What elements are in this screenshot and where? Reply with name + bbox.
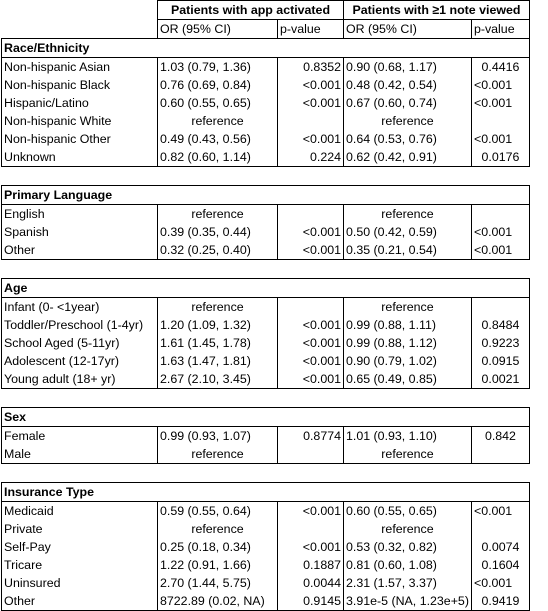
table-row xyxy=(2,94,530,112)
or-cell-note: 0.99 (0.88, 1.12) xyxy=(344,334,472,352)
group-header-app-activated: Patients with app activated xyxy=(158,1,344,20)
p-cell-note: <0.001 xyxy=(471,130,529,148)
section-title: Sex xyxy=(2,408,530,427)
or-cell-note: 0.53 (0.32, 0.82) xyxy=(344,538,472,556)
section-title: Race/Ethnicity xyxy=(2,39,530,58)
or-cell-app: 1.22 (0.91, 1.66) xyxy=(158,556,278,574)
or-cell-note: reference xyxy=(344,298,472,317)
table-row xyxy=(2,427,530,446)
row-label: Unknown xyxy=(2,148,158,167)
or-cell-app: 0.25 (0.18, 0.34) xyxy=(158,538,278,556)
or-cell-note: 0.62 (0.42, 0.91) xyxy=(344,148,472,167)
p-header-2: p-value xyxy=(471,20,529,39)
spacer-cell xyxy=(2,260,530,279)
row-label: Female xyxy=(2,427,158,446)
p-cell-note: 0.0021 xyxy=(471,370,529,389)
p-cell-app: <0.001 xyxy=(278,76,344,94)
p-cell-app xyxy=(278,445,344,464)
table-row xyxy=(2,538,530,556)
section-title: Age xyxy=(2,279,530,298)
or-cell-note: 0.65 (0.49, 0.85) xyxy=(344,370,472,389)
p-cell-note: <0.001 xyxy=(471,94,529,112)
row-label: Self-Pay xyxy=(2,538,158,556)
spacer-cell xyxy=(2,464,530,483)
or-cell-note: 0.90 (0.68, 1.17) xyxy=(344,58,472,77)
or-cell-app: 1.63 (1.47, 1.81) xyxy=(158,352,278,370)
p-cell-app: <0.001 xyxy=(278,352,344,370)
table-body xyxy=(2,1,530,611)
or-cell-app: reference xyxy=(158,445,278,464)
or-cell-app: 0.60 (0.55, 0.65) xyxy=(158,94,278,112)
p-cell-note xyxy=(471,112,529,130)
or-cell-app: 0.49 (0.43, 0.56) xyxy=(158,130,278,148)
row-label: Toddler/Preschool (1-4yr) xyxy=(2,316,158,334)
p-cell-app xyxy=(278,112,344,130)
or-header-1: OR (95% CI) xyxy=(158,20,278,39)
or-cell-note: 0.99 (0.88, 1.11) xyxy=(344,316,472,334)
p-cell-app: <0.001 xyxy=(278,223,344,241)
or-cell-note: 0.64 (0.53, 0.76) xyxy=(344,130,472,148)
row-label: Infant (0- <1year) xyxy=(2,298,158,317)
or-cell-app: 0.39 (0.35, 0.44) xyxy=(158,223,278,241)
or-cell-note: 0.81 (0.60, 1.08) xyxy=(344,556,472,574)
table-row xyxy=(2,334,530,352)
row-label: Other xyxy=(2,241,158,260)
or-cell-note: reference xyxy=(344,445,472,464)
or-cell-app: 1.61 (1.45, 1.78) xyxy=(158,334,278,352)
table-row xyxy=(2,241,530,260)
section-spacer xyxy=(2,260,530,279)
p-cell-app: <0.001 xyxy=(278,316,344,334)
spacer-cell xyxy=(2,167,530,186)
section-title: Primary Language xyxy=(2,186,530,205)
or-cell-app: 0.32 (0.25, 0.40) xyxy=(158,241,278,260)
row-label: Non-hispanic Asian xyxy=(2,58,158,77)
odds-ratio-table xyxy=(1,0,530,611)
or-cell-app: 0.59 (0.55, 0.64) xyxy=(158,502,278,521)
or-cell-note: 1.01 (0.93, 1.10) xyxy=(344,427,472,446)
p-cell-app xyxy=(278,205,344,224)
or-cell-note: 2.31 (1.57, 3.37) xyxy=(344,574,472,592)
or-cell-app: 1.03 (0.79, 1.36) xyxy=(158,58,278,77)
or-cell-app: 0.99 (0.93, 1.07) xyxy=(158,427,278,446)
or-cell-note: reference xyxy=(344,205,472,224)
or-cell-note: 0.67 (0.60, 0.74) xyxy=(344,94,472,112)
table-row xyxy=(2,316,530,334)
p-cell-app: <0.001 xyxy=(278,370,344,389)
p-cell-app: 0.9145 xyxy=(278,592,344,611)
header-row-columns xyxy=(2,20,530,39)
or-cell-note: 3.91e-5 (NA, 1.23e+5) xyxy=(344,592,472,611)
row-label: Non-hispanic Other xyxy=(2,130,158,148)
p-cell-app: 0.0044 xyxy=(278,574,344,592)
section-spacer xyxy=(2,167,530,186)
table-row xyxy=(2,223,530,241)
row-label: Non-hispanic White xyxy=(2,112,158,130)
row-label: Tricare xyxy=(2,556,158,574)
or-cell-app: 2.67 (2.10, 3.45) xyxy=(158,370,278,389)
header-row-groups xyxy=(2,1,530,20)
p-cell-app: <0.001 xyxy=(278,538,344,556)
section-spacer xyxy=(2,389,530,408)
p-cell-note: 0.1604 xyxy=(471,556,529,574)
p-cell-note: 0.0915 xyxy=(471,352,529,370)
or-cell-note: 0.60 (0.55, 0.65) xyxy=(344,502,472,521)
or-cell-app: 8722.89 (0.02, NA) xyxy=(158,592,278,611)
or-cell-app: reference xyxy=(158,298,278,317)
table-row xyxy=(2,298,530,317)
row-label: Adolescent (12-17yr) xyxy=(2,352,158,370)
table-row xyxy=(2,148,530,167)
table-row xyxy=(2,205,530,224)
or-cell-note: reference xyxy=(344,520,472,538)
p-cell-note: 0.842 xyxy=(471,427,529,446)
p-cell-note: <0.001 xyxy=(471,241,529,260)
or-cell-app: 0.76 (0.69, 0.84) xyxy=(158,76,278,94)
p-cell-note: 0.9223 xyxy=(471,334,529,352)
or-cell-note: 0.35 (0.21, 0.54) xyxy=(344,241,472,260)
p-cell-note: 0.0176 xyxy=(471,148,529,167)
table-row xyxy=(2,76,530,94)
or-cell-app: 2.70 (1.44, 5.75) xyxy=(158,574,278,592)
row-label: Other xyxy=(2,592,158,611)
p-cell-app xyxy=(278,520,344,538)
p-cell-note xyxy=(471,520,529,538)
p-cell-app: <0.001 xyxy=(278,241,344,260)
or-cell-app: reference xyxy=(158,112,278,130)
p-cell-note: 0.4416 xyxy=(471,58,529,77)
or-header-2: OR (95% CI) xyxy=(344,20,472,39)
p-cell-app xyxy=(278,298,344,317)
row-label: Hispanic/Latino xyxy=(2,94,158,112)
or-cell-note: reference xyxy=(344,112,472,130)
table-row xyxy=(2,574,530,592)
or-cell-note: 0.90 (0.79, 1.02) xyxy=(344,352,472,370)
p-cell-app: 0.8352 xyxy=(278,58,344,77)
p-cell-note: 0.0074 xyxy=(471,538,529,556)
row-label: Young adult (18+ yr) xyxy=(2,370,158,389)
section-title-row xyxy=(2,279,530,298)
p-cell-note: <0.001 xyxy=(471,223,529,241)
p-cell-note: <0.001 xyxy=(471,574,529,592)
table-row xyxy=(2,445,530,464)
p-cell-app: <0.001 xyxy=(278,94,344,112)
or-cell-app: reference xyxy=(158,205,278,224)
p-cell-app: 0.224 xyxy=(278,148,344,167)
p-cell-note: 0.9419 xyxy=(471,592,529,611)
p-header-1: p-value xyxy=(278,20,344,39)
row-label: Non-hispanic Black xyxy=(2,76,158,94)
row-label: School Aged (5-11yr) xyxy=(2,334,158,352)
section-title-row xyxy=(2,39,530,58)
header-corner xyxy=(2,1,158,20)
p-cell-note xyxy=(471,445,529,464)
or-cell-note: 0.48 (0.42, 0.54) xyxy=(344,76,472,94)
or-cell-app: reference xyxy=(158,520,278,538)
p-cell-note: 0.8484 xyxy=(471,316,529,334)
table-row xyxy=(2,502,530,521)
section-title-row xyxy=(2,483,530,502)
row-label: Spanish xyxy=(2,223,158,241)
p-cell-note xyxy=(471,298,529,317)
p-cell-app: <0.001 xyxy=(278,130,344,148)
row-label: Male xyxy=(2,445,158,464)
table-row xyxy=(2,520,530,538)
section-title: Insurance Type xyxy=(2,483,530,502)
section-spacer xyxy=(2,464,530,483)
or-cell-note: 0.50 (0.42, 0.59) xyxy=(344,223,472,241)
spacer-cell xyxy=(2,389,530,408)
table-row xyxy=(2,130,530,148)
p-cell-app: <0.001 xyxy=(278,334,344,352)
p-cell-app: <0.001 xyxy=(278,502,344,521)
or-cell-app: 1.20 (1.09, 1.32) xyxy=(158,316,278,334)
group-header-note-viewed: Patients with ≥1 note viewed xyxy=(344,1,530,20)
row-label: Uninsured xyxy=(2,574,158,592)
table-row xyxy=(2,556,530,574)
row-label: Private xyxy=(2,520,158,538)
section-title-row xyxy=(2,186,530,205)
table-row xyxy=(2,112,530,130)
row-label: Medicaid xyxy=(2,502,158,521)
p-cell-app: 0.1887 xyxy=(278,556,344,574)
table-row xyxy=(2,370,530,389)
p-cell-note: <0.001 xyxy=(471,502,529,521)
section-title-row xyxy=(2,408,530,427)
row-label: English xyxy=(2,205,158,224)
table-row xyxy=(2,58,530,77)
or-cell-app: 0.82 (0.60, 1.14) xyxy=(158,148,278,167)
p-cell-app: 0.8774 xyxy=(278,427,344,446)
p-cell-note: <0.001 xyxy=(471,76,529,94)
header-blank xyxy=(2,20,158,39)
table-row xyxy=(2,352,530,370)
p-cell-note xyxy=(471,205,529,224)
